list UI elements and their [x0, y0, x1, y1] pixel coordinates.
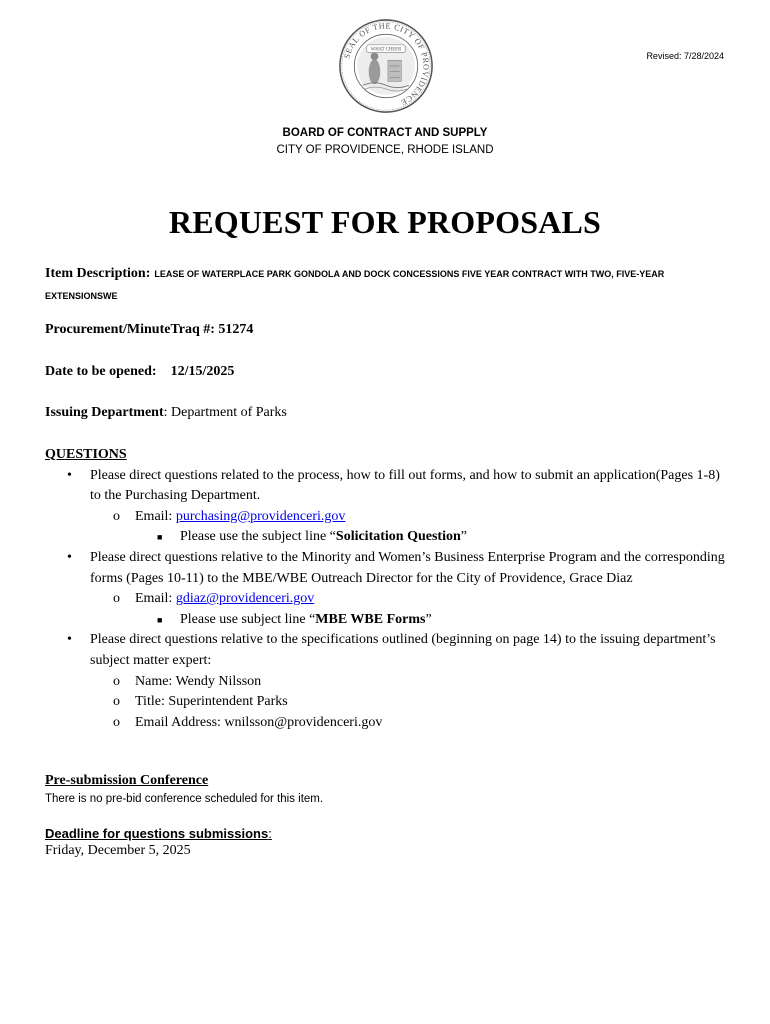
list-item [45, 692, 725, 713]
bullet-icon: • [67, 549, 72, 565]
subject-prefix: Please use the subject line “ [180, 529, 336, 545]
list-item [45, 672, 725, 693]
list-item [45, 713, 725, 734]
deadline-heading-text: Deadline for questions submissions [45, 826, 269, 841]
list-item [45, 507, 725, 528]
question-1-text: Please direct questions related to the process, how to fill out forms, and how to submit an application(Pages 1-8) to the Purchasing Department. [90, 467, 720, 504]
question-3-text: Please direct questions relative to the specifications outlined (beginning on page 14) to the issuing department’s subject matter expert: [90, 632, 716, 668]
circle-bullet-icon: o [113, 694, 120, 710]
email-label: Email: [135, 591, 176, 607]
date-opened-label: Date to be opened: [45, 364, 157, 379]
purchasing-email-link[interactable]: purchasing@providenceri.gov [175, 508, 346, 524]
deadline-date: Friday, December 5, 2025 [45, 843, 191, 858]
questions-heading: QUESTIONS [45, 447, 127, 462]
procurement-number [45, 322, 253, 338]
date-to-be-opened [45, 364, 234, 380]
circle-bullet-icon: o [113, 591, 120, 607]
list-item [45, 466, 725, 507]
page-title: REQUEST FOR PROPOSALS [168, 204, 602, 240]
questions-list [45, 466, 725, 734]
presubmission-text: There is no pre-bid conference scheduled for this item. [45, 793, 324, 805]
city-seal-logo [338, 18, 434, 114]
city-name: CITY OF PROVIDENCE, RHODE ISLAND [276, 144, 494, 156]
issuing-value: : Department of Parks [163, 405, 287, 420]
item-description [45, 263, 735, 307]
question-2-text: Please direct questions relative to the Minority and Women’s Business Enterprise Program and the corresponding forms (Pages 10-11) to the MBE/WBE Outreach Director for the City of Providence, Grace Diaz [90, 549, 725, 586]
bullet-icon: • [67, 632, 72, 648]
deadline-heading [45, 826, 272, 841]
square-bullet-icon: ■ [157, 614, 163, 625]
revised-date: Revised: 7/28/2024 [646, 51, 724, 61]
procurement-value: 51274 [218, 322, 254, 337]
contact-name: Name: Wendy Nilsson [135, 673, 262, 689]
item-description-value: LEASE OF WATERPLACE PARK GONDOLA AND DOCK CONCESSIONS FIVE YEAR CONTRACT WITH TWO, FIVE-YEAR EXTENSIONSWE [45, 269, 665, 301]
list-item [45, 589, 725, 610]
list-item [45, 630, 725, 671]
circle-bullet-icon: o [113, 714, 120, 730]
subject-suffix: ” [425, 611, 432, 627]
svg-text:WHAT CHEER: WHAT CHEER [370, 47, 402, 53]
circle-bullet-icon: o [113, 508, 120, 524]
item-description-label: Item Description: [45, 266, 151, 281]
questions-section [45, 445, 725, 733]
circle-bullet-icon: o [113, 673, 120, 689]
board-name: BOARD OF CONTRACT AND SUPPLY [282, 127, 488, 139]
subject-line: MBE WBE Forms [315, 611, 426, 627]
list-item [45, 527, 725, 548]
subject-suffix: ” [460, 529, 467, 545]
list-item [45, 548, 725, 589]
square-bullet-icon: ■ [157, 532, 163, 543]
email-label: Email: [135, 508, 176, 524]
presubmission-heading: Pre-submission Conference [45, 773, 209, 788]
deadline-colon: : [268, 826, 272, 841]
bullet-icon: • [67, 467, 72, 483]
subject-prefix: Please use subject line “ [180, 611, 316, 627]
svg-text:SEAL OF THE CITY OF PROVIDENCE: SEAL OF THE CITY OF PROVIDENCE [342, 21, 431, 108]
subject-line: Solicitation Question [335, 529, 461, 545]
contact-email: Email Address: wnilsson@providenceri.gov [135, 714, 383, 730]
contact-title: Title: Superintendent Parks [135, 694, 288, 710]
issuing-department [45, 405, 287, 421]
date-opened-value: 12/15/2025 [170, 364, 235, 379]
procurement-label: Procurement/MinuteTraq #: [45, 322, 215, 337]
list-item [45, 610, 725, 631]
mbe-wbe-email-link[interactable]: gdiaz@providenceri.gov [175, 591, 315, 607]
issuing-label: Issuing Department [45, 405, 164, 420]
